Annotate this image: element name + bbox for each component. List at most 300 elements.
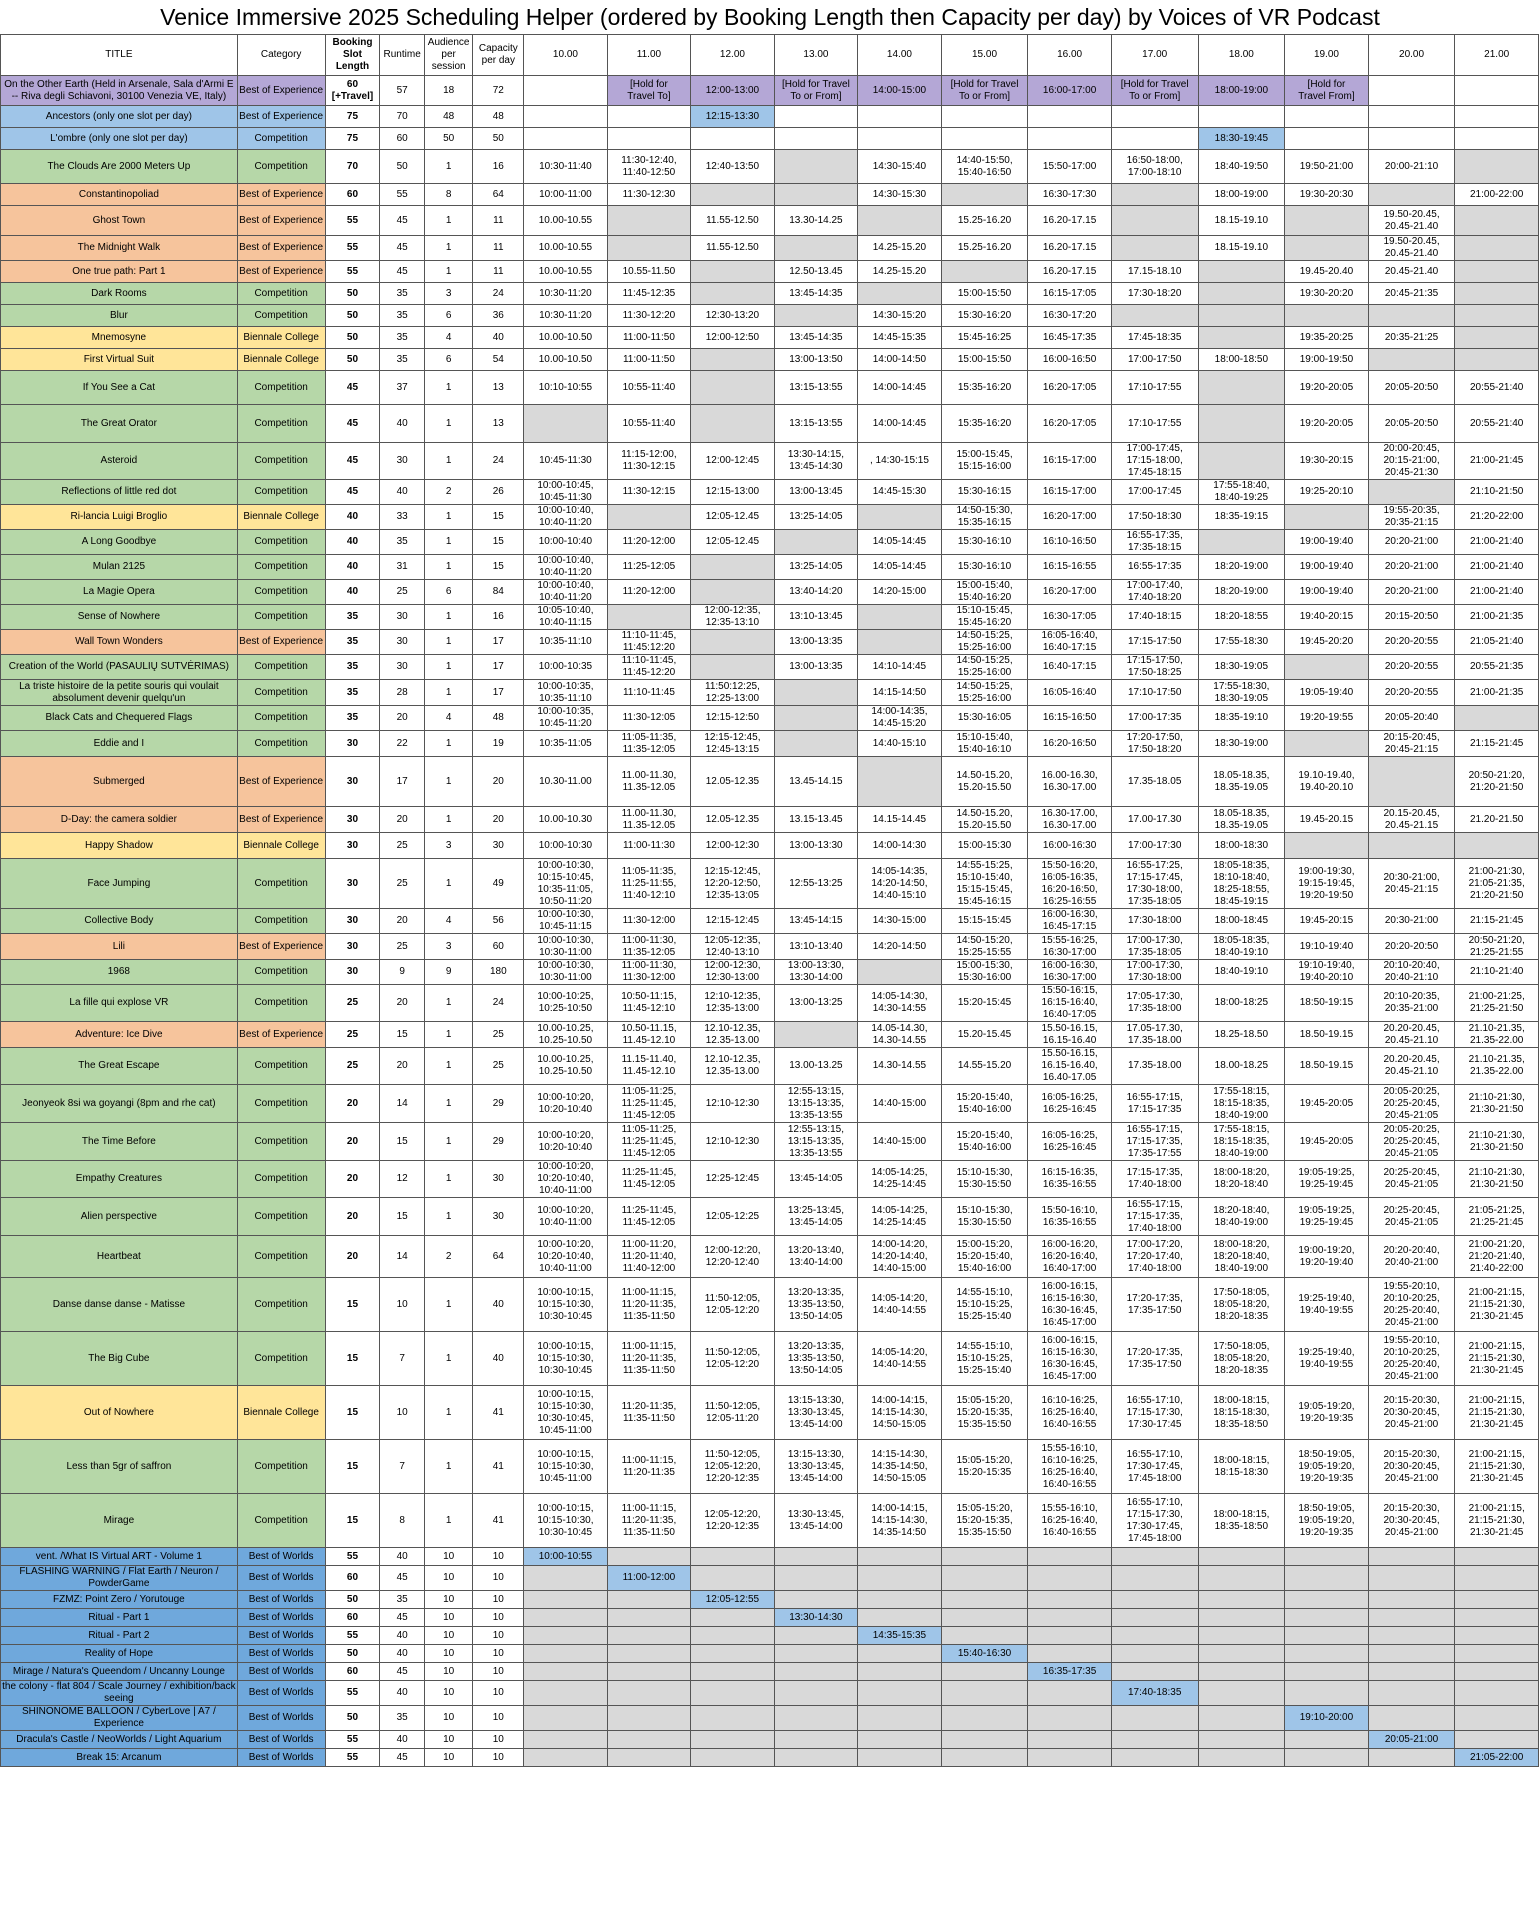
- row-title-cell: Happy Shadow: [1, 833, 238, 859]
- row-title-cell: Ri-lancia Luigi Broglio: [1, 505, 238, 530]
- row-title-cell: FLASHING WARNING / Flat Earth / Neuron / PowderGame: [1, 1566, 238, 1591]
- time-slot-cell: 12:10-12:30: [691, 1123, 775, 1161]
- row-audience-cell: 1: [424, 1123, 473, 1161]
- time-slot-cell: 19:30-20:30: [1285, 184, 1369, 206]
- time-slot-cell: 19:10-19:40: [1285, 934, 1369, 960]
- row-runtime-cell: 50: [380, 150, 424, 184]
- row-booking-length-cell: 20: [325, 1085, 380, 1123]
- time-slot-cell: 11:10-11:45, 11:45:12:20: [607, 630, 691, 655]
- row-category-cell: Competition: [237, 909, 325, 934]
- time-slot-cell: [691, 1645, 775, 1663]
- row-title-cell: the colony - flat 804 / Scale Journey / exhibition/back seeing: [2, 1681, 236, 1704]
- time-slot-cell: 10.00-10.50: [524, 349, 608, 371]
- time-slot-cell: 11:25-12:05: [607, 555, 691, 580]
- row-category-cell: Competition: [237, 480, 325, 505]
- time-slot-cell: 16:00-16:15, 16:15-16:30, 16:30-16:45, 16:45-17:00: [1028, 1332, 1112, 1386]
- time-slot-cell: 18:30-19:05: [1198, 655, 1285, 680]
- time-slot-cell: 14:30-15:30: [858, 184, 942, 206]
- time-slot-cell: [1455, 1706, 1539, 1731]
- time-slot-cell: 12:55-13:15, 13:15-13:35, 13:35-13:55: [774, 1085, 858, 1123]
- row-booking-length-cell: 35: [325, 605, 380, 630]
- row-runtime-cell: 35: [380, 530, 424, 555]
- row-booking-length-cell: 25: [325, 1022, 380, 1048]
- time-slot-cell: 13.00-13.25: [774, 1048, 858, 1085]
- time-slot-cell: 18:05-18:35, 18:40-19:10: [1198, 934, 1285, 960]
- row-category-cell: Best of Experience: [237, 184, 325, 206]
- time-slot-cell: 19:20-20:05: [1285, 405, 1369, 443]
- time-slot-cell: [607, 1731, 691, 1749]
- time-slot-cell: [858, 605, 942, 630]
- time-slot-cell: 11:50-12:05, 12:05-12:20: [691, 1332, 775, 1386]
- time-slot-cell: 17.35-18.00: [1111, 1048, 1198, 1085]
- time-slot-cell: [1368, 1566, 1455, 1591]
- time-slot-cell: 19.45-20.15: [1285, 807, 1369, 833]
- time-slot-cell: [607, 236, 691, 261]
- row-booking-length-cell: 60: [325, 1609, 380, 1627]
- table-row: [1, 1236, 1539, 1278]
- time-slot-cell: 11:00-11:30, 11:30-12:00: [607, 960, 691, 985]
- row-category-cell: Competition: [237, 371, 325, 405]
- time-slot-cell: [524, 1706, 608, 1731]
- column-header: 10.00: [524, 35, 608, 76]
- time-slot-cell: 16:00-16:30: [1028, 833, 1112, 859]
- time-slot-cell: 18:00-19:00: [1198, 76, 1285, 106]
- table-row: [1, 859, 1539, 909]
- time-slot-cell: 12:15-12:45, 12:45-13:15: [691, 731, 775, 757]
- time-slot-cell: 16:30-17:20: [1028, 305, 1112, 327]
- row-runtime-cell: 25: [380, 934, 424, 960]
- time-slot-cell: [691, 1627, 775, 1645]
- row-booking-length-cell: 55: [325, 1627, 380, 1645]
- time-slot-cell: 15:55-16:25, 16:30-17:00: [1028, 934, 1112, 960]
- time-slot-cell: 14:40-15:00: [858, 1085, 942, 1123]
- time-slot-cell: [1368, 184, 1455, 206]
- time-slot-cell: 18.25-18.50: [1198, 1022, 1285, 1048]
- time-slot-cell: 16:30-17:05: [1028, 605, 1112, 630]
- time-slot-cell: 19:00-19:20, 19:20-19:40: [1285, 1236, 1369, 1278]
- table-row: [1, 305, 1539, 327]
- time-slot-cell: 10:00-10:20, 10:20-10:40: [524, 1085, 608, 1123]
- time-slot-cell: 13:25-14:05: [774, 505, 858, 530]
- time-slot-cell: [858, 106, 942, 128]
- time-slot-cell: 16:05-16:40, 16:40-17:15: [1028, 630, 1112, 655]
- row-capacity-cell: 64: [473, 184, 524, 206]
- time-slot-cell: 10:00-10:15, 10:15-10:30, 10:30-10:45, 10:45-11:00: [524, 1386, 608, 1440]
- time-slot-cell: 21:00-21:40: [1455, 530, 1539, 555]
- row-booking-length-cell: 30: [325, 833, 380, 859]
- time-slot-cell: 10:00-10:15, 10:15-10:30, 10:45-11:00: [524, 1440, 608, 1494]
- time-slot-cell: 17.00-17.30: [1111, 807, 1198, 833]
- time-slot-cell: 10:00-10:45, 10:45-11:30: [524, 480, 608, 505]
- time-slot-cell: 17:30-18:00: [1111, 909, 1198, 934]
- row-runtime-cell: 35: [380, 1591, 424, 1609]
- time-slot-cell: [1198, 371, 1285, 405]
- time-slot-cell: 20:05-20:25, 20:25-20:45, 20:45-21:05: [1368, 1085, 1455, 1123]
- time-slot-cell: 20:00-21:10: [1368, 150, 1455, 184]
- row-category-cell: Competition: [237, 1332, 325, 1386]
- row-category-cell: Competition: [237, 1440, 325, 1494]
- time-slot-cell: 12.05-12.35: [691, 757, 775, 807]
- time-slot-cell: 16:15-16:35, 16:35-16:55: [1028, 1161, 1112, 1198]
- time-slot-cell: [941, 1706, 1028, 1731]
- table-row: [1, 530, 1539, 555]
- time-slot-cell: [524, 1749, 608, 1767]
- time-slot-cell: 21:00-21:15, 21:15-21:30, 21:30-21:45: [1455, 1440, 1539, 1494]
- row-runtime-cell: 70: [380, 106, 424, 128]
- row-audience-cell: 6: [424, 305, 473, 327]
- time-slot-cell: , 14:30-15:15: [858, 443, 942, 480]
- time-slot-cell: 17.15-18.10: [1111, 261, 1198, 283]
- row-booking-length-cell: 60: [325, 1663, 380, 1681]
- time-slot-cell: 16:20-17:00: [1028, 580, 1112, 605]
- table-row: [1, 1645, 1539, 1663]
- time-slot-cell: 16:55-17:35, 17:35-18:15: [1111, 530, 1198, 555]
- time-slot-cell: 19.50-20.45, 20.45-21.40: [1368, 206, 1455, 236]
- row-capacity-cell: 30: [473, 1161, 524, 1198]
- time-slot-cell: [1455, 1681, 1539, 1706]
- time-slot-cell: 16:20-17:00: [1028, 505, 1112, 530]
- time-slot-cell: 14:40-15:00: [858, 1123, 942, 1161]
- time-slot-cell: 21.20-21.50: [1455, 807, 1539, 833]
- table-row: [1, 128, 1539, 150]
- header-row: [1, 35, 1539, 76]
- time-slot-cell: 15:00-15:20, 15:20-15:40, 15:40-16:00: [941, 1236, 1028, 1278]
- time-slot-cell: 13:15-13:55: [774, 371, 858, 405]
- time-slot-cell: 18:05-18:35, 18:10-18:40, 18:25-18:55, 18:45-19:15: [1198, 859, 1285, 909]
- time-slot-cell: 18.00-18.25: [1198, 1048, 1285, 1085]
- row-runtime-cell: 40: [380, 1548, 424, 1566]
- time-slot-cell: [1285, 1749, 1369, 1767]
- row-capacity-cell: 40: [473, 1278, 524, 1332]
- time-slot-cell: 20:20-20:55: [1368, 630, 1455, 655]
- table-row: [1, 909, 1539, 934]
- row-capacity-cell: 10: [473, 1591, 524, 1609]
- row-runtime-cell: 31: [380, 555, 424, 580]
- time-slot-cell: 15:10-15:45, 15:45-16:20: [941, 605, 1028, 630]
- time-slot-cell: [1455, 128, 1539, 150]
- time-slot-cell: [941, 1627, 1028, 1645]
- time-slot-cell: 10:00-10:30, 10:45-11:15: [524, 909, 608, 934]
- row-category-cell: Competition: [237, 405, 325, 443]
- time-slot-cell: 16:00-17:00: [1028, 76, 1112, 106]
- time-slot-cell: [Hold for Travel To or From]: [774, 76, 858, 106]
- table-row: [1, 206, 1539, 236]
- time-slot-cell: 16:00-16:15, 16:15-16:30, 16:30-16:45, 16:45-17:00: [1028, 1278, 1112, 1332]
- time-slot-cell: 21:10-21:30, 21:30-21:50: [1455, 1161, 1539, 1198]
- row-booking-length-cell: 55: [325, 1731, 380, 1749]
- row-category-cell: Best of Worlds: [237, 1706, 325, 1731]
- time-slot-cell: 15:00-15:45, 15:15-16:00: [941, 443, 1028, 480]
- time-slot-cell: [1198, 1548, 1285, 1566]
- time-slot-cell: 15.25-16.20: [941, 206, 1028, 236]
- row-capacity-cell: 41: [473, 1440, 524, 1494]
- time-slot-cell: 10:35-11:10: [524, 630, 608, 655]
- row-title-cell: Blur: [1, 305, 238, 327]
- time-slot-cell: 14:00-14:15, 14:15-14:30, 14:35-14:50: [858, 1494, 942, 1548]
- time-slot-cell: 10:00-10:35, 10:45-11:20: [524, 706, 608, 731]
- time-slot-cell: 21:10-21:30, 21:30-21:50: [1455, 1085, 1539, 1123]
- time-slot-cell: 21:00-22:00: [1455, 184, 1539, 206]
- column-header: 15.00: [941, 35, 1028, 76]
- time-slot-cell: [607, 505, 691, 530]
- time-slot-cell: 12:15-13:00: [691, 480, 775, 505]
- row-booking-length-cell: 60: [325, 1566, 380, 1591]
- time-slot-cell: [1198, 261, 1285, 283]
- row-audience-cell: 1: [424, 443, 473, 480]
- time-slot-cell: 14.30-14.55: [858, 1048, 942, 1085]
- row-category-cell: Competition: [237, 305, 325, 327]
- time-slot-cell: 12:15-12:45, 12:20-12:50, 12:35-13:05: [691, 859, 775, 909]
- time-slot-cell: 16:30-17:30: [1028, 184, 1112, 206]
- time-slot-cell: 10:00-10:20, 10:40-11:00: [524, 1198, 608, 1236]
- table-row: [1, 371, 1539, 405]
- time-slot-cell: 13:00-13:45: [774, 480, 858, 505]
- time-slot-cell: 12:15-12:50: [691, 706, 775, 731]
- row-booking-length-cell: 45: [325, 371, 380, 405]
- row-booking-length-cell: 35: [325, 655, 380, 680]
- row-audience-cell: 2: [424, 480, 473, 505]
- row-booking-length-cell: 75: [325, 128, 380, 150]
- row-category-cell: Competition: [237, 128, 325, 150]
- row-category-cell: Competition: [237, 555, 325, 580]
- row-title-cell: D-Day: the camera soldier: [1, 807, 238, 833]
- time-slot-cell: [1198, 405, 1285, 443]
- time-slot-cell: 20:10-20:35, 20:35-21:00: [1368, 985, 1455, 1022]
- row-title-cell: Sense of Nowhere: [1, 605, 238, 630]
- time-slot-cell: [1198, 1749, 1285, 1767]
- time-slot-cell: 14:05-14:20, 14:40-14:55: [858, 1332, 942, 1386]
- row-runtime-cell: 35: [380, 283, 424, 305]
- row-runtime-cell: 30: [380, 443, 424, 480]
- time-slot-cell: 20:20-21:00: [1368, 580, 1455, 605]
- time-slot-cell: 21:20-22:00: [1455, 505, 1539, 530]
- row-title-cell: Reality of Hope: [1, 1645, 238, 1663]
- row-audience-cell: 1: [424, 985, 473, 1022]
- row-audience-cell: 1: [424, 1494, 473, 1548]
- time-slot-cell: 11:25-11:45, 11:45-12:05: [607, 1161, 691, 1198]
- time-slot-cell: [1368, 76, 1455, 106]
- row-capacity-cell: 13: [473, 371, 524, 405]
- time-slot-cell: 17:50-18:05, 18:05-18:20, 18:20-18:35: [1198, 1278, 1285, 1332]
- time-slot-cell: 13:40-14:20: [774, 580, 858, 605]
- time-slot-cell: 13:20-13:35, 13:35-13:50, 13:50-14:05: [774, 1332, 858, 1386]
- time-slot-cell: [607, 1749, 691, 1767]
- time-slot-cell: [1455, 76, 1539, 106]
- row-runtime-cell: 25: [380, 859, 424, 909]
- time-slot-cell: 12:05-12.45: [691, 530, 775, 555]
- time-slot-cell: 19:30-20:15: [1285, 443, 1369, 480]
- time-slot-cell: 19:00-19:30, 19:15-19:45, 19:20-19:50: [1285, 859, 1369, 909]
- time-slot-cell: [607, 605, 691, 630]
- row-category-cell: Best of Experience: [237, 206, 325, 236]
- row-runtime-cell: 20: [380, 985, 424, 1022]
- time-slot-cell: [1455, 305, 1539, 327]
- row-title-cell: Constantinopoliad: [1, 184, 238, 206]
- table-row: [1, 184, 1539, 206]
- row-capacity-cell: 17: [473, 630, 524, 655]
- time-slot-cell: 20:35-21:25: [1368, 327, 1455, 349]
- row-audience-cell: 10: [424, 1645, 473, 1663]
- time-slot-cell: 14:00-15:00: [858, 76, 942, 106]
- row-capacity-cell: 50: [473, 128, 524, 150]
- time-slot-cell: [1111, 1706, 1198, 1731]
- row-audience-cell: 1: [424, 757, 473, 807]
- time-slot-cell: [941, 106, 1028, 128]
- row-booking-length-cell: 60 [+Travel]: [325, 76, 380, 106]
- row-category-cell: Best of Worlds: [237, 1663, 325, 1681]
- row-category-cell: Best of Worlds: [237, 1681, 325, 1706]
- time-slot-cell: 12:30-13:20: [691, 305, 775, 327]
- time-slot-cell: 18:40-19:50: [1198, 150, 1285, 184]
- time-slot-cell: [1455, 261, 1539, 283]
- row-capacity-cell: 10: [473, 1731, 524, 1749]
- time-slot-cell: [774, 106, 858, 128]
- time-slot-cell: [941, 184, 1028, 206]
- row-audience-cell: 1: [424, 807, 473, 833]
- table-row: [1, 150, 1539, 184]
- time-slot-cell: 16:05-16:25, 16:25-16:45: [1028, 1085, 1112, 1123]
- row-title-cell: Heartbeat: [1, 1236, 238, 1278]
- time-slot-cell: 20:30-21:00, 20:45-21:15: [1368, 859, 1455, 909]
- time-slot-cell: [1368, 1663, 1455, 1681]
- time-slot-cell: 16:20-17:05: [1028, 405, 1112, 443]
- time-slot-cell: 21:00-21:20, 21:20-21:40, 21:40-22:00: [1455, 1236, 1539, 1278]
- time-slot-cell: 14:55-15:25, 15:10-15:40, 15:15-15:45, 15:45-16:15: [941, 859, 1028, 909]
- time-slot-cell: 17:00-17:50: [1111, 349, 1198, 371]
- row-category-cell: Best of Experience: [237, 236, 325, 261]
- time-slot-cell: [1111, 1731, 1198, 1749]
- time-slot-cell: [858, 1548, 942, 1566]
- time-slot-cell: 14:50-15:20, 15:25-15:55: [941, 934, 1028, 960]
- column-header: Capacity per day: [473, 35, 524, 76]
- time-slot-cell: [1285, 1591, 1369, 1609]
- row-title-cell: Jeonyeok 8si wa goyangi (8pm and rhe cat): [1, 1085, 238, 1123]
- row-booking-length-cell: 70: [325, 150, 380, 184]
- time-slot-cell: 12:55-13:25: [774, 859, 858, 909]
- row-category-cell: Best of Experience: [237, 807, 325, 833]
- time-slot-cell: 15:50-16:10, 16:35-16:55: [1028, 1198, 1112, 1236]
- time-slot-cell: [524, 1681, 608, 1706]
- time-slot-cell: [858, 1645, 942, 1663]
- row-category-cell: Competition: [237, 655, 325, 680]
- time-slot-cell: [524, 1591, 608, 1609]
- table-row: [1, 327, 1539, 349]
- time-slot-cell: 11:00-11:15, 11:20-11:35: [607, 1440, 691, 1494]
- row-booking-length-cell: 60: [325, 184, 380, 206]
- row-booking-length-cell: 25: [325, 1048, 380, 1085]
- time-slot-cell: [774, 305, 858, 327]
- time-slot-cell: 11:20-12:00: [607, 530, 691, 555]
- row-runtime-cell: 30: [380, 605, 424, 630]
- time-slot-cell: 16:00-16:30, 16:45-17:15: [1028, 909, 1112, 934]
- row-title-cell: Reflections of little red dot: [1, 480, 238, 505]
- row-category-cell: Competition: [237, 1161, 325, 1198]
- time-slot-cell: 11:30-12:30: [607, 184, 691, 206]
- time-slot-cell: 19:45-20:05: [1285, 1085, 1369, 1123]
- time-slot-cell: 21:00-21:15, 21:15-21:30, 21:30-21:45: [1455, 1494, 1539, 1548]
- time-slot-cell: 18:20-19:00: [1198, 555, 1285, 580]
- time-slot-cell: [1198, 1609, 1285, 1627]
- time-slot-cell: 10.00-10.30: [524, 807, 608, 833]
- time-slot-cell: 21:00-21:45: [1455, 443, 1539, 480]
- row-title-cell: The Great Orator: [1, 405, 238, 443]
- row-capacity-cell: 17: [473, 655, 524, 680]
- row-capacity-cell: 10: [473, 1609, 524, 1627]
- row-booking-length-cell: 45: [325, 443, 380, 480]
- column-header: 16.00: [1028, 35, 1112, 76]
- time-slot-cell: 21:15-21:45: [1455, 909, 1539, 934]
- time-slot-cell: [1368, 1591, 1455, 1609]
- time-slot-cell: 21:05-22:00: [1455, 1749, 1539, 1767]
- time-slot-cell: 20:05-21:00: [1368, 1731, 1455, 1749]
- time-slot-cell: 11:50-12:05, 12:05-12:20: [691, 1278, 775, 1332]
- time-slot-cell: [1111, 1749, 1198, 1767]
- time-slot-cell: 12:10-12:35, 12:35-13:00: [691, 985, 775, 1022]
- time-slot-cell: 13:00-13:30, 13:30-14:00: [774, 960, 858, 985]
- row-runtime-cell: 60: [380, 128, 424, 150]
- row-title-cell: Black Cats and Chequered Flags: [1, 706, 238, 731]
- time-slot-cell: 10.30-11.00: [524, 757, 608, 807]
- time-slot-cell: [1285, 128, 1369, 150]
- time-slot-cell: 15:20-15:40, 15:40-16:00: [941, 1123, 1028, 1161]
- time-slot-cell: 16:55-17:25, 17:15-17:45, 17:30-18:00, 17:35-18:05: [1111, 859, 1198, 909]
- row-title-cell: Eddie and I: [1, 731, 238, 757]
- time-slot-cell: 21:05-21:40: [1455, 630, 1539, 655]
- row-title-cell: Ritual - Part 1: [1, 1609, 238, 1627]
- time-slot-cell: 14:30-15:00: [858, 909, 942, 934]
- time-slot-cell: 11:00-11:20, 11:20-11:40, 11:40-12:00: [607, 1236, 691, 1278]
- time-slot-cell: 16:15-17:05: [1028, 283, 1112, 305]
- time-slot-cell: 14:50-15:25, 15:25-16:00: [941, 630, 1028, 655]
- time-slot-cell: [524, 76, 608, 106]
- time-slot-cell: [1198, 1706, 1285, 1731]
- time-slot-cell: 14:00-14:15, 14:15-14:30, 14:50-15:05: [858, 1386, 942, 1440]
- time-slot-cell: 18:00-18:50: [1198, 349, 1285, 371]
- row-runtime-cell: 20: [380, 1048, 424, 1085]
- row-capacity-cell: 25: [473, 1048, 524, 1085]
- time-slot-cell: 21:10-21:30, 21:30-21:50: [1455, 1123, 1539, 1161]
- table-row: [1, 1085, 1539, 1123]
- row-audience-cell: 4: [424, 706, 473, 731]
- row-title-cell: First Virtual Suit: [1, 349, 238, 371]
- time-slot-cell: 20:55-21:40: [1455, 371, 1539, 405]
- row-booking-length-cell: 30: [325, 859, 380, 909]
- time-slot-cell: 18:30-19:00: [1198, 731, 1285, 757]
- time-slot-cell: 14:40-15:50, 15:40-16:50: [941, 150, 1028, 184]
- table-row: [1, 283, 1539, 305]
- time-slot-cell: 21:00-21:30, 21:05-21:35, 21:20-21:50: [1455, 859, 1539, 909]
- row-capacity-cell: 72: [473, 76, 524, 106]
- time-slot-cell: [1028, 1731, 1112, 1749]
- time-slot-cell: [691, 630, 775, 655]
- time-slot-cell: 21:00-21:25, 21:25-21:50: [1455, 985, 1539, 1022]
- time-slot-cell: [1455, 1663, 1539, 1681]
- time-slot-cell: 11:30-12:15: [607, 480, 691, 505]
- time-slot-cell: [1111, 1548, 1198, 1566]
- time-slot-cell: 11:00-11:50: [607, 349, 691, 371]
- time-slot-cell: 10:00-10:20, 10:20-10:40, 10:40-11:00: [524, 1236, 608, 1278]
- time-slot-cell: 19:25-19:40, 19:40-19:55: [1285, 1332, 1369, 1386]
- time-slot-cell: 11:30-12:05: [607, 706, 691, 731]
- time-slot-cell: 14:05-14:35, 14:20-14:50, 14:40-15:10: [858, 859, 942, 909]
- row-title-cell: Collective Body: [1, 909, 238, 934]
- time-slot-cell: 10:00-10:40: [524, 530, 608, 555]
- row-category-cell: Biennale College: [237, 1386, 325, 1440]
- time-slot-cell: 20:50-21:20, 21:20-21:50: [1455, 757, 1539, 807]
- time-slot-cell: [1455, 1645, 1539, 1663]
- time-slot-cell: 10:00-10:35, 10:35-11:10: [524, 680, 608, 706]
- time-slot-cell: [774, 1548, 858, 1566]
